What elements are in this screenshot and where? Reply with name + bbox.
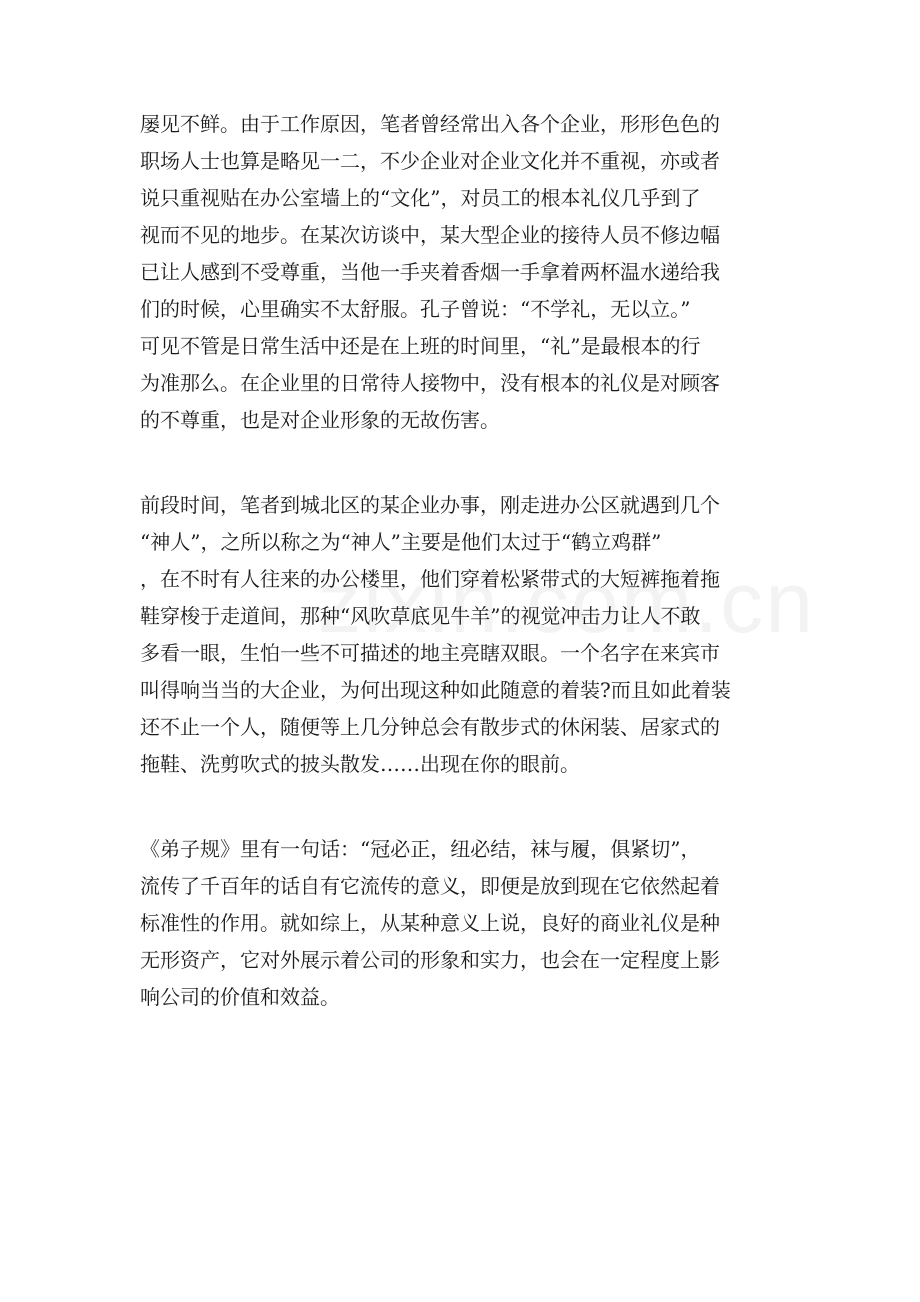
paragraph-2 (140, 487, 782, 783)
text-line: 无形资产，它对外展示着公司的形象和实力，也会在一定程度上影 (140, 948, 720, 972)
text-line: 前段时间，笔者到城北区的某企业办事，刚走进办公区就遇到几个 (140, 493, 720, 517)
text-line: 屡见不鲜。由于工作原因，笔者曾经常出入各个企业，形形色色的 (140, 112, 720, 136)
text-line: 叫得响当当的大企业，为何出现这种如此随意的着装?而且如此着装 (140, 678, 731, 702)
text-line: 为准那么。在企业里的日常待人接物中，没有根本的礼仪是对顾客 (140, 371, 720, 395)
text-line: 已让人感到不受尊重，当他一手夹着香烟一手拿着两杯温水递给我 (140, 260, 720, 284)
paragraph-spacer (140, 783, 782, 831)
text-line: 说只重视贴在办公室墙上的“文化”，对员工的根本礼仪几乎到了 (140, 186, 701, 210)
text-line: 《弟子规》里有一句话：“冠必正，纽必结，袜与履，俱紧切”， (140, 837, 701, 861)
text-line: ，在不时有人往来的办公楼里，他们穿着松紧带式的大短裤拖着拖 (140, 567, 720, 591)
paragraph-3 (140, 831, 782, 1016)
text-line: 鞋穿梭于走道间，那种“风吹草底见牛羊”的视觉冲击力让人不敢 (140, 604, 701, 628)
text-line: 响公司的价值和效益。 (140, 985, 340, 1009)
text-line: 视而不见的地步。在某次访谈中，某大型企业的接待人员不修边幅 (140, 223, 720, 247)
document-body (140, 106, 782, 1016)
text-line: 拖鞋、洗剪吹式的披头散发……出现在你的眼前。 (140, 752, 580, 776)
text-line: 流传了千百年的话自有它流传的意义，即便是放到现在它依然起着 (140, 874, 720, 898)
text-line: 还不止一个人，随便等上几分钟总会有散步式的休闲装、居家式的 (140, 715, 720, 739)
text-line: 标准性的作用。就如综上，从某种意义上说，良好的商业礼仪是种 (140, 911, 720, 935)
text-line: 的不尊重，也是对企业形象的无故伤害。 (140, 408, 500, 432)
text-line: 多看一眼，生怕一些不可描述的地主亮瞎双眼。一个名字在来宾市 (140, 641, 720, 665)
paragraph-spacer (140, 439, 782, 487)
text-line: 们的时候，心里确实不太舒服。孔子曾说：“不学礼，无以立。” (140, 297, 691, 321)
paragraph-1 (140, 106, 782, 439)
text-line: 职场人士也算是略见一二，不少企业对企业文化并不重视，亦或者 (140, 149, 720, 173)
text-line: 可见不管是日常生活中还是在上班的时间里，“礼”是最根本的行 (140, 334, 701, 358)
text-line: “神人”，之所以称之为“神人”主要是他们太过于“鹤立鸡群” (140, 530, 662, 554)
